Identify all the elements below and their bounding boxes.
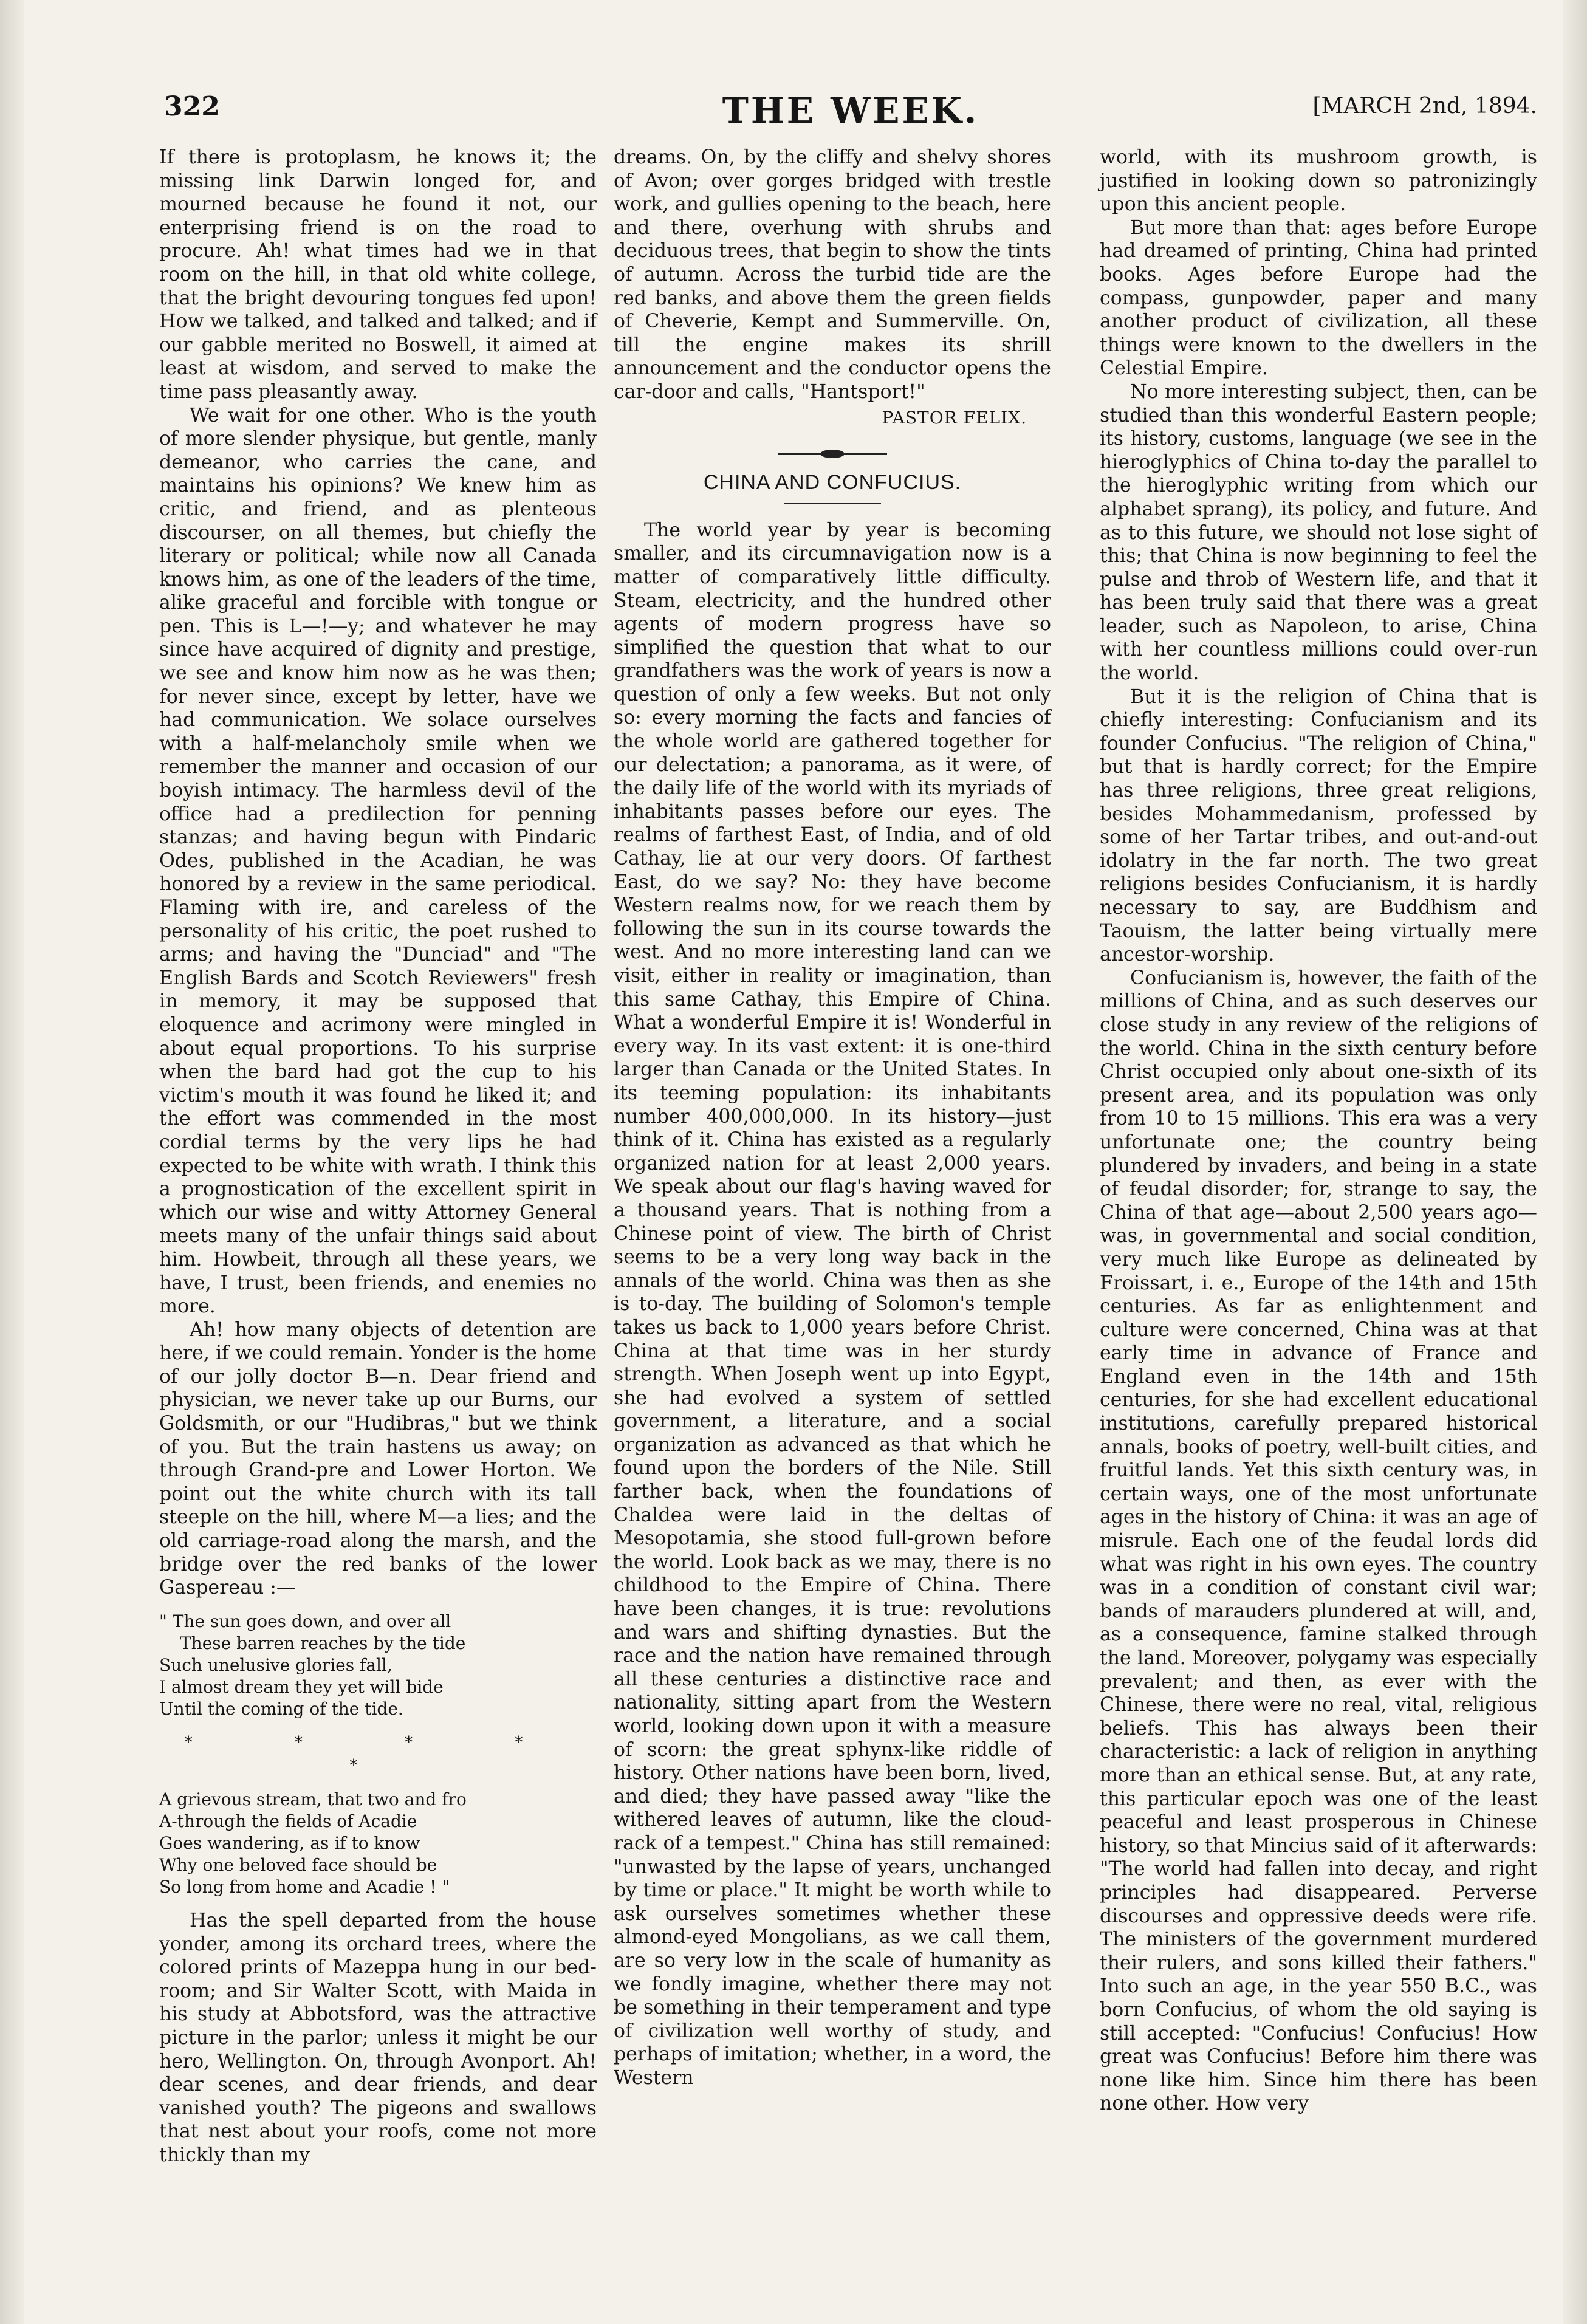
paragraph: We wait for one other. Who is the youth of more slender physique, but gentle, manly demeanor, who carries the cane, and maintains his opinions? We knew him as critic, and friend, and as plenteous discourser, on all themes, but chiefly the literary or political; while now all Canada knows him, as one of the leaders of the time, alike graceful and forcible with tongue or pen. This is L—!—y; and whatever he may since have acquired of dignity and prestige, we see and know him now as he was then; for never since, except by letter, have we had communication. We solace ourselves with a half-melancholy smile when we remember the manner and occasion of our boyish intimacy. The harmless devil of the office had a predilection for penning stanzas; and having begun with Pindaric Odes, published in the Acadian, he was honored by a review in the same periodical. Flaming with ire, and careless of the personality of his critic, the poet rushed to arms; and having the "Dunciad" and "The English Bards and Scotch Reviewers" fresh in memory, it may be supposed that eloquence and acrimony were mingled in about equal proportions. To his surprise when the bard had got the cup to his victim's mouth it was found he liked it; and the effort was commended in the most cordial terms by the very lips he had expected to be white with wrath. I think this a prognostication of the excellent spirit in which our wise and witty Attorney General meets many of the unfair things said about him. Howbeit, through all these years, we have, I trust, been friends, and enemies no more. bbox=[159, 404, 597, 1318]
poem-line: These barren reaches by the tide bbox=[180, 1633, 466, 1653]
poem-line: Goes wandering, as if to know bbox=[159, 1833, 420, 1853]
page-header bbox=[164, 91, 1537, 134]
page-right-edge bbox=[1563, 0, 1587, 2324]
paragraph: Confucianism is, however, the faith of the millions of China, and as such deserves our close study in any review of the religions of the world. China in the sixth century before Christ occupied only about one-sixth of its present area, and its population was only from 10 to 15 millions. This era was a very unfortunate one; the country being plundered by invaders, and being in a state of feudal disorder; for, strange to say, the China of that age—about 2,500 years ago—was, in governmental and social condition, very much like Europe as delineated by Froissart, i. e., Europe of the 14th and 15th centuries. As far as enlightenment and culture were concerned, China was at that early time in advance of France and England even in the 14th and 15th centuries, for she had excellent educational institutions, carefully prepared historical annals, books of poetry, well-built cities, and fruitful lands. Yet this sixth century was, in certain ways, one of the most unfortunate ages in the history of China: it was an age of misrule. Each one of the feudal lords did what was right in his own eyes. The country was in a condition of constant civil war; bands of marauders plundered at will, and, as a consequence, famine stalked through the land. Moreover, polygamy was especially prevalent; and then, as ever with the Chinese, there were no real, vital, religious beliefs. This has always been their characteristic: a lack of religion in anything more than an ethical sense. But, at any rate, this particular epoch was one of the least peaceful and least prosperous in Chinese history, so that Mincius said of it afterwards: "The world had fallen into decay, and right principles had disappeared. Perverse discourses and oppressive deeds were rife. The ministers of the government murdered their rulers, and sons killed their fathers." Into such an age, in the year 550 B.C., was born Confucius, of whom the old saying is still accepted: "Confucius! Confucius! How great was Confucius! Before him there was none like him. Since him there has been none other. How very bbox=[1100, 967, 1537, 2115]
page-left-edge bbox=[0, 0, 24, 2324]
column-right bbox=[1100, 146, 1537, 2116]
poem-line: Such unelusive glories fall, bbox=[159, 1654, 392, 1675]
stanza-separator: * * * * * bbox=[184, 1733, 572, 1775]
paragraph: world, with its mushroom growth, is justified in looking down so patronizingly upon this ancient people. bbox=[1100, 146, 1537, 216]
poem-line: Why one beloved face should be bbox=[159, 1855, 437, 1875]
poem-line: " The sun goes down, and over all bbox=[159, 1611, 451, 1631]
section-divider bbox=[778, 453, 887, 455]
page-number: 322 bbox=[164, 91, 220, 122]
poem-line: A-through the fields of Acadie bbox=[159, 1811, 417, 1831]
paragraph: Ah! how many objects of detention are here, if we could remain. Yonder is the home of our jolly doctor B—n. Dear friend and physician, we never take up our Burns, our Goldsmith, or our "Hudibras," but we think of you. But the train hastens us away; on through Grand-pre and Lower Horton. We point out the white church with its tall steeple on the hill, where M—a lies; and the old carriage-road along the marsh, and the bridge over the red banks of the lower Gaspereau :— bbox=[159, 1318, 597, 1599]
paragraph: The world year by year is becoming smaller, and its circumnavigation now is a matter of comparatively little difficulty. Steam, electricity, and the hundred other agents of modern progress have so simplified the question that what to our grandfathers was the work of years is now a question of only a few weeks. But not only so: every morning the facts and fancies of the whole world are gathered together for our delectation; a panorama, as it were, of the daily life of the world with its myriads of inhabitants passes before our eyes. The realms of farthest East, of India, and of old Cathay, lie at our very doors. Of farthest East, do we say? No: they have become Western realms now, for we reach them by following the sun in its course towards the west. And no more interesting land can we visit, either in reality or imagination, than this same Cathay, this Empire of China. What a wonderful Empire it is! Wonderful in every way. In its vast extent: it is one-third larger than Canada or the United States. In its teeming population: its inhabitants number 400,000,000. In its history—just think of it. China has existed as a regularly organized nation for at least 2,000 years. We speak about our flag's having waved for a thousand years. That is nothing from a Chinese point of view. The birth of Christ seems to be a very long way back in the annals of the world. China was then as she is to-day. The building of Solomon's temple takes us back to 1,000 years before Christ. China at that time was in her sturdy strength. When Joseph went up into Egypt, she had evolved a system of settled government, a literature, and a social organization as advanced as that which he found upon the borders of the Nile. Still farther back, when the foundations of Chaldea were laid in the deltas of Mesopotamia, she stood full-grown before the world. Look back as we may, there is no childhood to the Empire of China. There have been changes, it is true: revolutions and wars and shifting dynasties. But the race and the nation have remained through all these centuries a distinctive race and nationality, sitting apart from the Western world, looking down upon it with a measure of scorn: the great sphynx-like riddle of history. Other nations have been born, lived, and died; they have passed away "like the withered leaves of autumn, like the cloud-rack of a tempest." China has still remained: "unwasted by the lapse of years, unchanged by time or place." It might be worth while to ask ourselves sometimes whether these almond-eyed Mongolians, as we call them, are so very low in the scale of humanity as we fondly imagine, whether there may not be something in their temperament and type of civilization well worthy of study, and perhaps of imitation; whether, in a word, the Western bbox=[614, 519, 1051, 2089]
poem-line: Until the coming of the tide. bbox=[159, 1698, 403, 1719]
author-signature: PASTOR FELIX. bbox=[882, 407, 1027, 428]
poem-stanza-1 bbox=[159, 1611, 597, 1720]
column-middle bbox=[614, 146, 1051, 2090]
poem-line: I almost dream they yet will bide bbox=[159, 1676, 444, 1697]
paragraph: Has the spell departed from the house yonder, among its orchard trees, where the colored prints of Mazeppa hung in our bed-room; and Sir Walter Scott, with Maida in his study at Abbotsford, was the attractive picture in the parlor; unless it might be our hero, Wellington. On, through Avonport. Ah! dear scenes, and dear friends, and dear vanished youth? The pigeons and swallows that nest about your roofs, come not more thickly than my bbox=[159, 1910, 597, 2166]
paragraph: But more than that: ages before Europe had dreamed of printing, China had printed books. Ages before Europe had the compass, gunpowder, paper and many another product of civilization, all these things were known to the dwellers in the Celestial Empire. bbox=[1100, 216, 1537, 380]
poem-stanza-2 bbox=[159, 1789, 597, 1898]
poem-line: A grievous stream, that two and fro bbox=[159, 1789, 467, 1809]
paragraph: But it is the religion of China that is chiefly interesting: Confucianism and its founder Confucius. "The religion of China," but that is hardly correct; for the Empire has three religions, three great religions, besides Mohammedanism, professed by some of her Tartar tribes, and out-and-out idolatry in the far north. The two great religions besides Confucianism, it is hardly necessary to say, are Buddhism and Taouism, the latter being virtually mere ancestor-worship. bbox=[1100, 685, 1537, 966]
paragraph: No more interesting subject, then, can be studied than this wonderful Eastern people; its history, customs, language (we see in the hieroglyphics of China to-day the parallel to the hieroglyphic writing from which our alphabet sprang), its policy, and future. And as to this future, we should not lose sight of this; that China is now beginning to feel the pulse and throb of Western life, and that it has been truly said that there was a great leader, such as Napoleon, to arise, China with her countless millions could over-run the world. bbox=[1100, 380, 1537, 685]
paragraph: If there is protoplasm, he knows it; the missing link Darwin longed for, and mourned because he found it not, our enterprising friend is on the road to procure. Ah! what times had we in that room on the hill, in that old white college, that the bright devouring tongues fed upon! How we talked, and talked and talked; and if our gabble merited no Boswell, it aimed at least at wisdom, and served to make the time pass pleasantly away. bbox=[159, 146, 597, 403]
issue-date: [MARCH 2nd, 1894. bbox=[1312, 94, 1537, 118]
poem-line: So long from home and Acadie ! " bbox=[159, 1877, 450, 1897]
article-title: CHINA AND CONFUCIUS. bbox=[614, 471, 1051, 504]
paragraph: dreams. On, by the cliffy and shelvy shores of Avon; over gorges bridged with trestle work, and gullies opening to the beach, here and there, overhung with shrubs and deciduous trees, that begin to show the tints of autumn. Across the turbid tide are the red banks, and above them the green fields of Cheverie, Kempt and Summerville. On, till the engine makes its shrill announcement and the conductor opens the car-door and calls, "Hantsport!" bbox=[614, 146, 1051, 403]
masthead-title: THE WEEK. bbox=[722, 90, 979, 131]
column-left bbox=[159, 146, 597, 2167]
